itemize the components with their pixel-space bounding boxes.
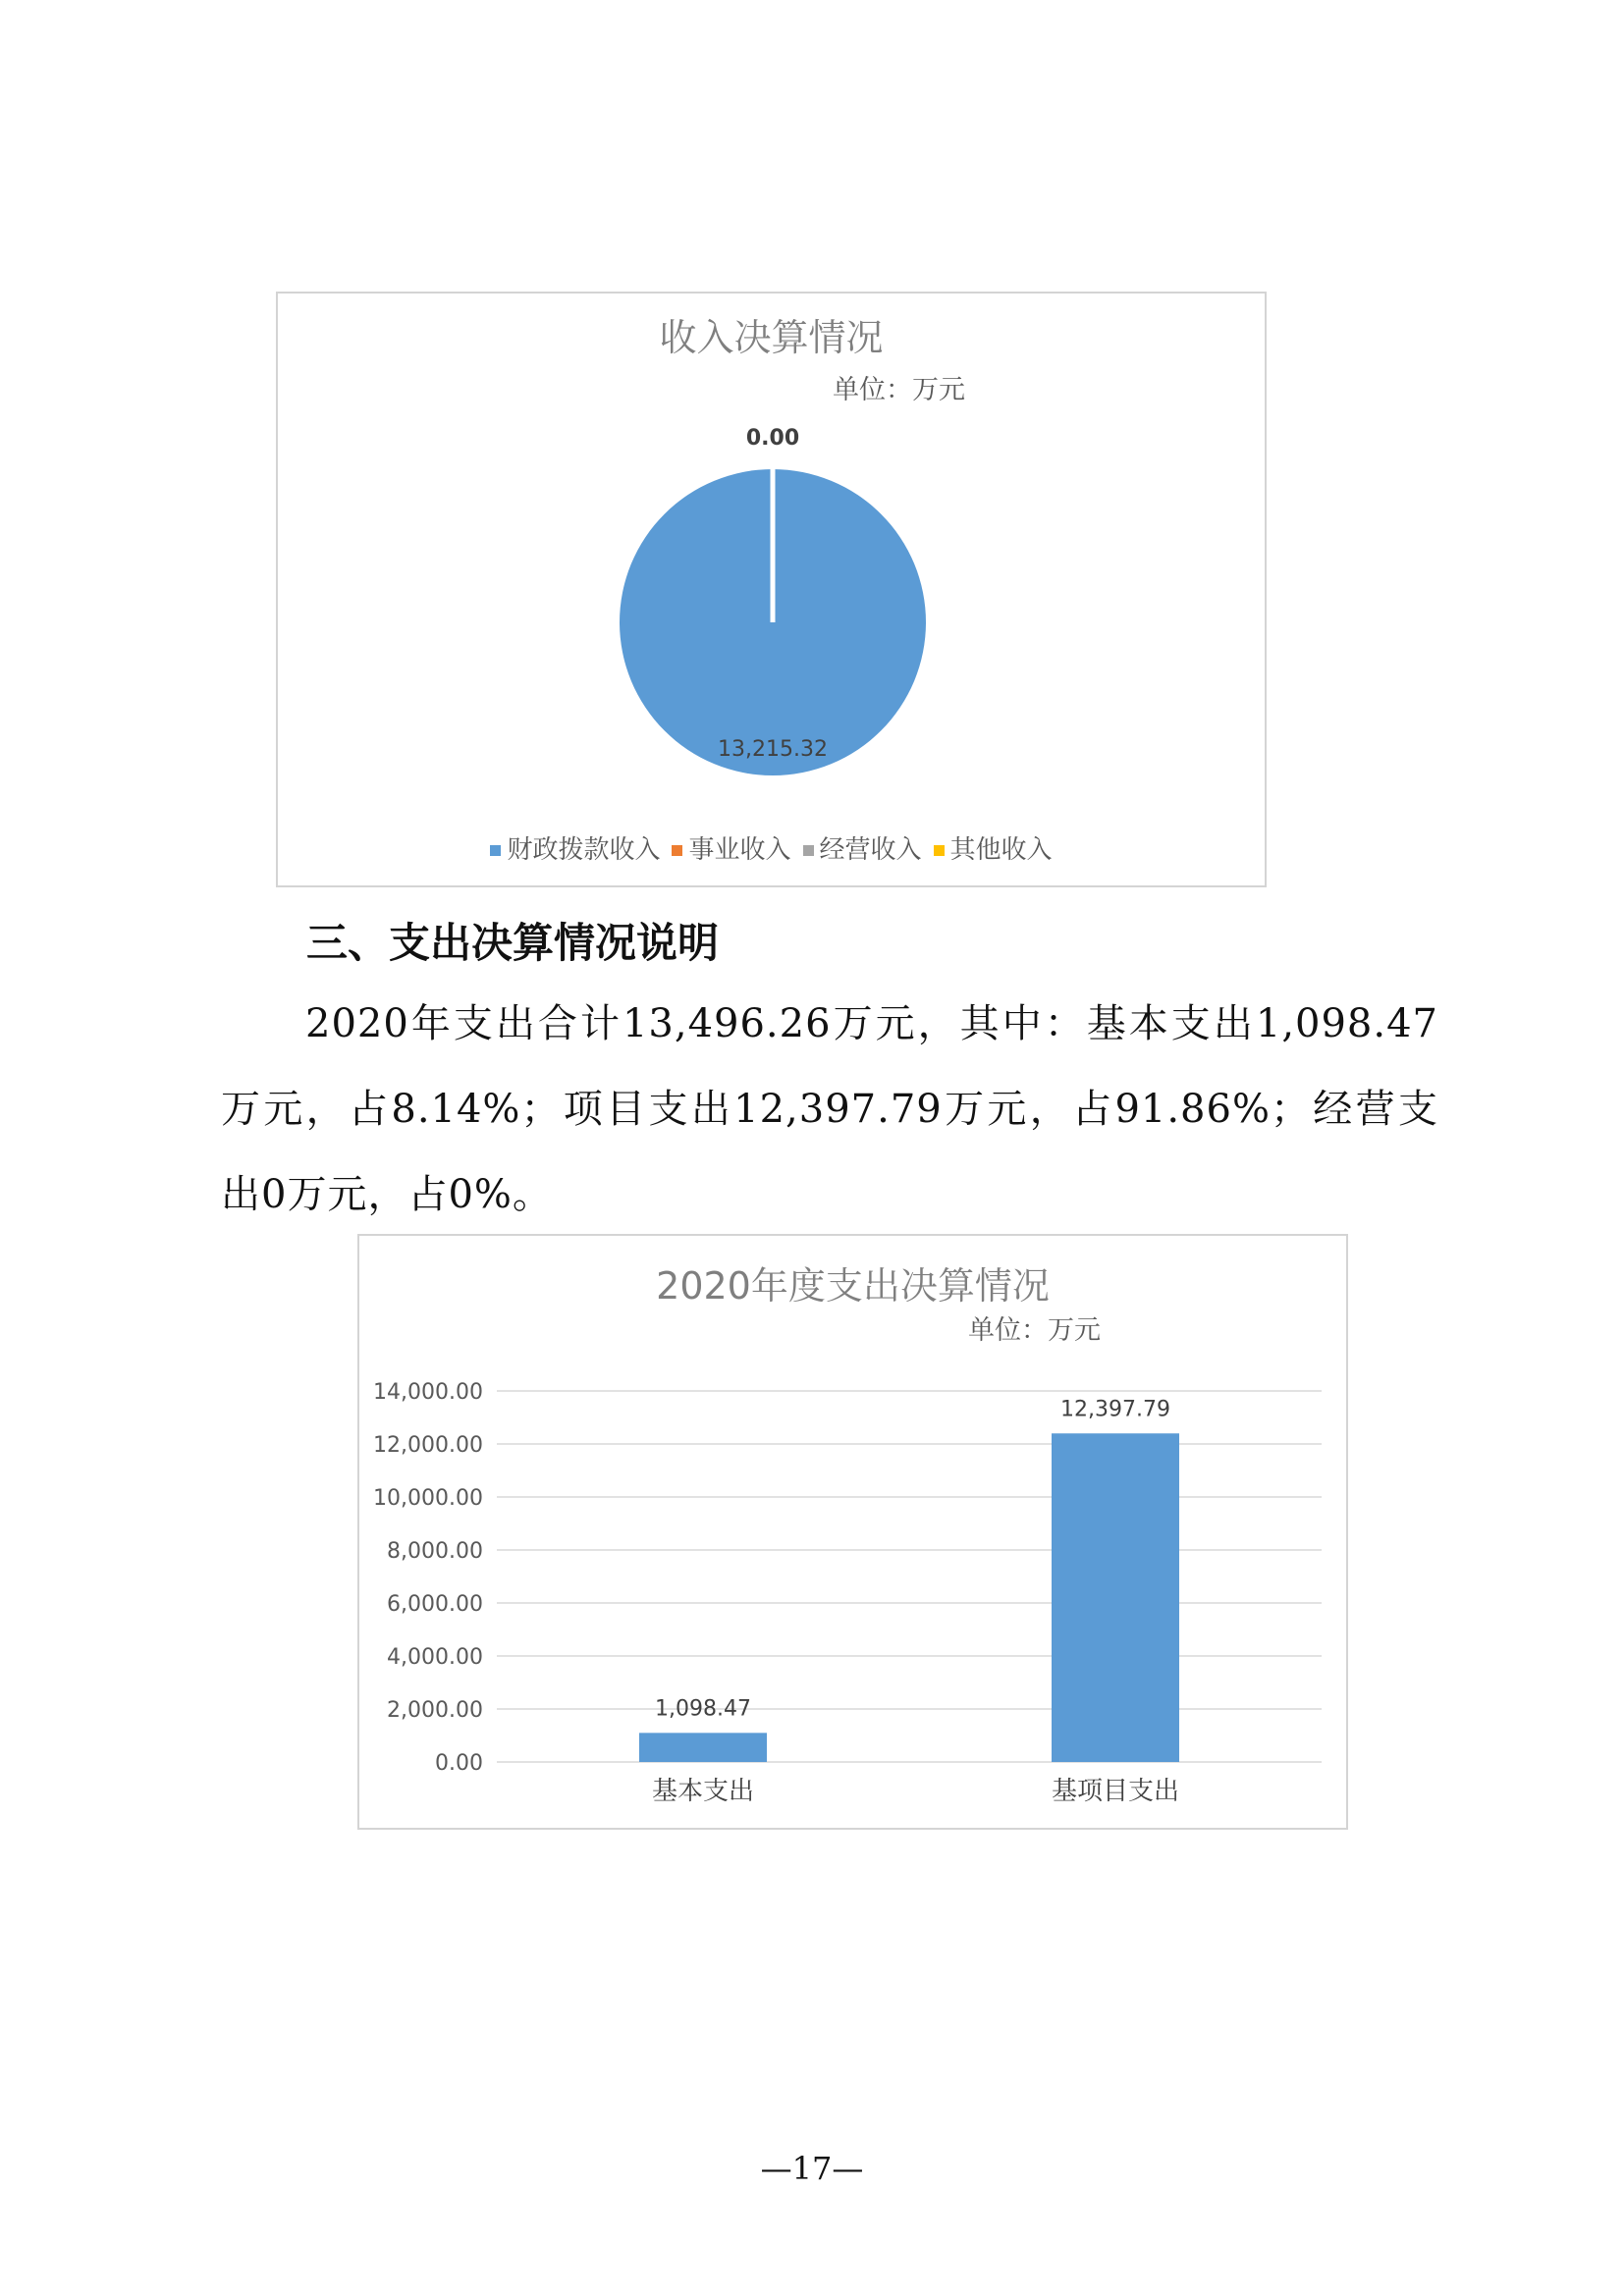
x-category-label: 基本支出 [651, 1777, 755, 1806]
legend-item-2 [803, 829, 922, 866]
y-tick-label: 10,000.00 [373, 1486, 483, 1511]
legend-label-1: 事业收入 [688, 835, 791, 865]
income-pie-chart [276, 292, 1267, 887]
y-tick-label: 12,000.00 [373, 1433, 483, 1458]
pie-label-zero: 0.00 [745, 426, 800, 451]
bar-chart-plot [359, 1236, 1346, 1828]
y-tick-label: 14,000.00 [373, 1380, 483, 1405]
bar-value-label: 1,098.47 [655, 1696, 751, 1722]
legend-label-3: 其他收入 [949, 835, 1053, 865]
pie-legend [278, 829, 1265, 866]
y-tick-label: 6,000.00 [387, 1592, 483, 1617]
legend-swatch-1 [672, 845, 682, 856]
pie-chart-plot [278, 294, 1265, 885]
legend-item-3 [934, 829, 1053, 866]
pie-chart-title: 收入决算情况 [659, 316, 884, 359]
bar-chart-title: 2020年度支出决算情况 [656, 1264, 1050, 1308]
legend-swatch-3 [934, 845, 945, 856]
bar-value-label: 12,397.79 [1060, 1397, 1170, 1422]
section-heading: 三、支出决算情况说明 [306, 919, 720, 967]
legend-swatch-2 [803, 845, 814, 856]
legend-label-2: 经营收入 [819, 835, 922, 865]
legend-item-1 [672, 829, 790, 866]
y-tick-label: 8,000.00 [387, 1539, 483, 1564]
page-number: —17— [760, 2150, 864, 2187]
x-category-label: 基项目支出 [1051, 1777, 1180, 1806]
expenditure-bar-chart [357, 1234, 1348, 1830]
pie-label-main: 13,215.32 [718, 737, 828, 762]
bar-chart-unit: 单位：万元 [968, 1315, 1101, 1346]
expenditure-paragraph: 2020年支出合计13,496.26万元，其中：基本支出1,098.47万元，占8.14%；项目支出12,397.79万元，占91.86%；经营支出0万元，占0%。 [221, 1001, 1438, 1217]
legend-swatch-0 [490, 845, 501, 856]
y-tick-label: 4,000.00 [387, 1645, 483, 1670]
bar-1 [1052, 1433, 1179, 1762]
y-tick-label: 2,000.00 [387, 1698, 483, 1723]
legend-item-0 [490, 829, 660, 866]
bar-0 [639, 1733, 767, 1762]
legend-label-0: 财政拨款收入 [507, 835, 661, 865]
y-tick-label: 0.00 [435, 1751, 483, 1776]
pie-chart-unit: 单位：万元 [833, 375, 965, 405]
